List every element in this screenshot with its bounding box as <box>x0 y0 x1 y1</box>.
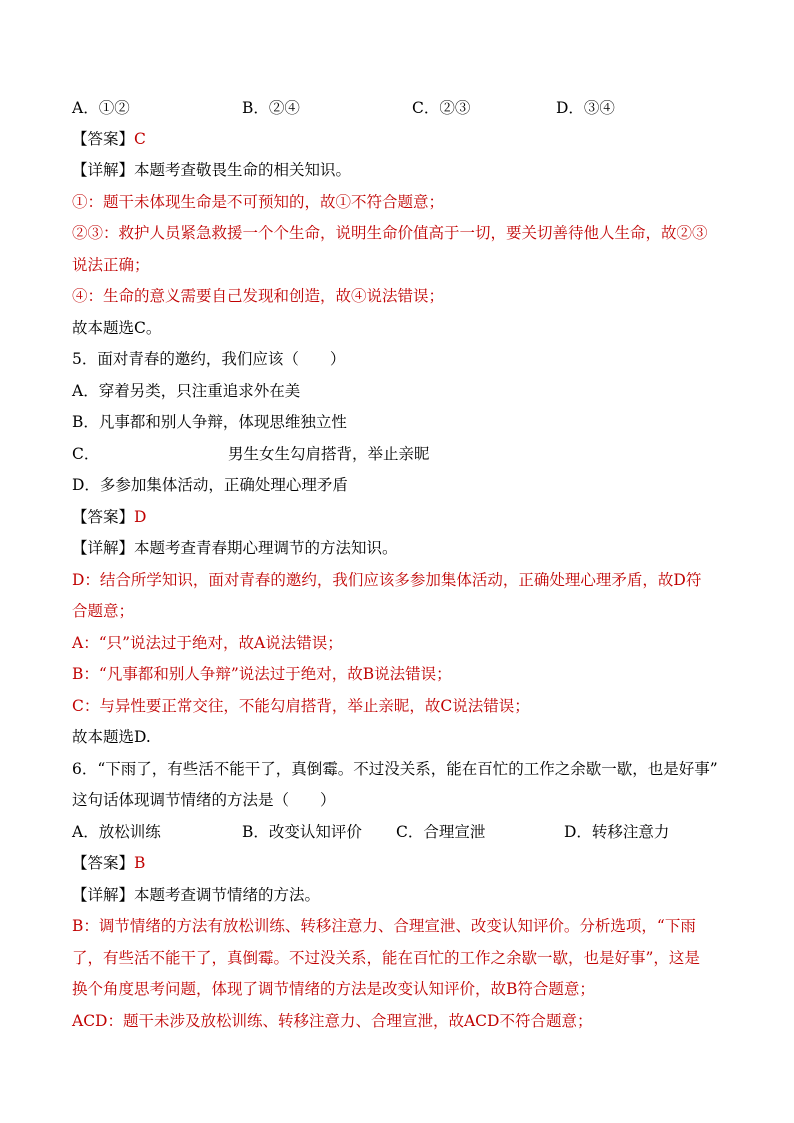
q5-analysis-line: D：结合所学知识，面对青春的邀约，我们应该多参加集体活动，正确处理心理矛盾，故D符 <box>72 571 702 589</box>
answer-label: 【答案】 <box>72 130 135 148</box>
detail-label: 【详解】 <box>72 539 135 557</box>
q5-option-a: A．穿着另类，只注重追求外在美 <box>72 382 301 400</box>
q6-option-d: D．转移注意力 <box>564 823 670 841</box>
q5-option-b: B．凡事都和别人争辩，体现思维独立性 <box>72 413 347 431</box>
q6-option-a: A．放松训练 <box>72 823 161 841</box>
q4-analysis-line: ②③：救护人员紧急救援一个个生命，说明生命价值高于一切，要关切善待他人生命，故②③ <box>72 224 708 242</box>
q6-analysis-line: 换个角度思考问题，体现了调节情绪的方法是改变认知评价，故B符合题意； <box>72 980 595 998</box>
q5-analysis-line: 合题意； <box>72 602 135 620</box>
q4-detail <box>72 160 732 180</box>
q4-option-b: B．②④ <box>242 99 300 117</box>
q4-analysis-line: ④：生命的意义需要自己发现和创造，故④说法错误； <box>72 287 445 305</box>
q6-option-c: C．合理宣泄 <box>396 823 486 841</box>
q5-analysis-line: C：与异性要正常交往，不能勾肩搭背，举止亲昵，故C说法错误； <box>72 697 530 715</box>
q6-detail <box>72 885 732 905</box>
q5-option-c-row <box>72 444 732 464</box>
answer-value: D <box>134 508 147 526</box>
q5-option-d: D．多参加集体活动，正确处理心理矛盾 <box>72 476 348 494</box>
q5-conclusion: 故本题选D. <box>72 728 151 746</box>
q4-conclusion: 故本题选C。 <box>72 319 162 337</box>
q6-analysis-line: B：调节情绪的方法有放松训练、转移注意力、合理宣泄、改变认知评价。分析选项，“下雨 <box>72 917 696 935</box>
q5-option-c-text: 男生女生勾肩搭背，举止亲昵 <box>228 445 430 463</box>
q6-stem-line: 这句话体现调节情绪的方法是（ ） <box>72 791 336 809</box>
q6-analysis-line: ACD：题干未涉及放松训练、转移注意力、合理宣泄，故ACD不符合题意； <box>72 1012 593 1030</box>
q4-option-c: C．②③ <box>412 99 471 117</box>
answer-label: 【答案】 <box>72 508 135 526</box>
q5-analysis-line: B：“凡事都和别人争辩”说法过于绝对，故B说法错误； <box>72 665 452 683</box>
q5-detail <box>72 538 732 558</box>
q5-answer <box>72 507 732 527</box>
q6-analysis-line: 了，有些活不能干了，真倒霉。不过没关系，能在百忙的工作之余歇一歇，也是好事”，这是 <box>72 949 700 967</box>
q4-analysis-line: ①：题干未体现生命是不可预知的，故①不符合题意； <box>72 193 445 211</box>
q5-analysis-line: A：“只”说法过于绝对，故A说法错误； <box>72 634 343 652</box>
detail-label: 【详解】 <box>72 886 135 904</box>
q6-stem-line: 6．“下雨了，有些活不能干了，真倒霉。不过没关系，能在百忙的工作之余歇一歇，也是好事” <box>72 760 718 778</box>
q4-option-d: D．③④ <box>556 99 615 117</box>
answer-value: C <box>134 130 146 148</box>
q4-option-a: A．①② <box>72 99 130 117</box>
q6-answer <box>72 853 732 873</box>
q6-option-b: B．改变认知评价 <box>242 823 362 841</box>
q4-analysis-line: 说法正确； <box>72 256 150 274</box>
detail-text: 本题考查调节情绪的方法。 <box>134 886 321 904</box>
q5-stem: 5．面对青春的邀约，我们应该（ ） <box>72 350 346 368</box>
detail-text: 本题考查敬畏生命的相关知识。 <box>134 161 352 179</box>
q5-option-c-label: C． <box>72 445 100 463</box>
answer-value: B <box>134 854 146 872</box>
q4-answer <box>72 129 732 149</box>
answer-label: 【答案】 <box>72 854 135 872</box>
detail-label: 【详解】 <box>72 161 135 179</box>
detail-text: 本题考查青春期心理调节的方法知识。 <box>134 539 398 557</box>
